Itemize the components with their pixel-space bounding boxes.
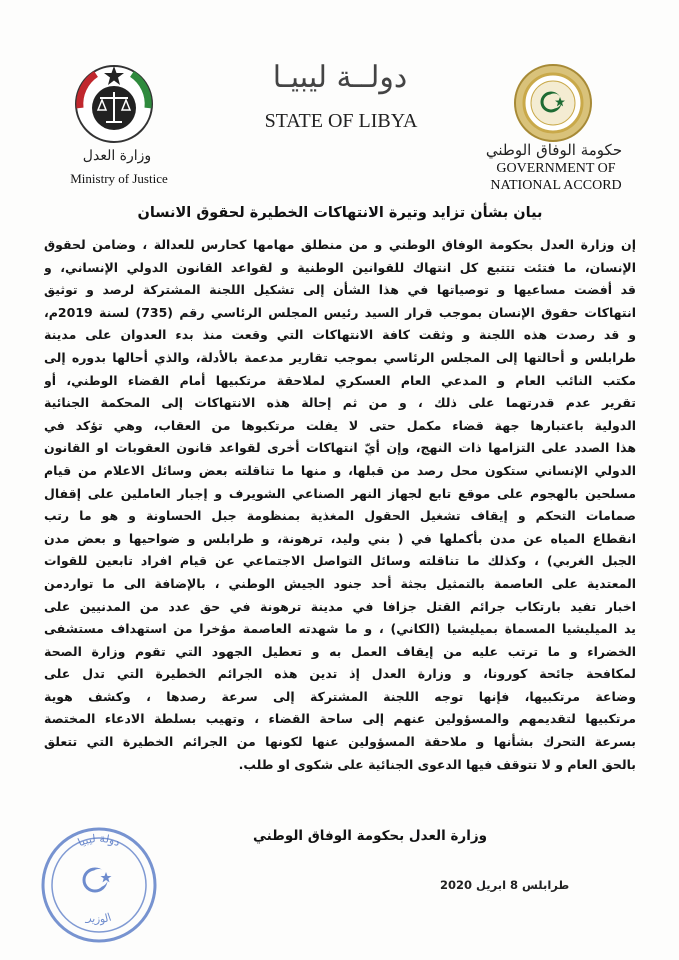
- body-line: طرابلس و أحالتها إلى المجلس الرئاسي بموجب تقارير مدعمة بالأدلة، والذي أحالها بدوره إلى: [44, 349, 636, 365]
- body-line: الدولي الإنساني ستكون محل رصد من قبلها، و منها ما تناقلته بعض وسائل الاعلام من قيام: [44, 462, 636, 478]
- svg-text:الوزير: [84, 910, 113, 925]
- government-name-english: [476, 160, 636, 194]
- body-line: بالحق العام و لا تتوقف فيها الدعوى الجنائية على شكوى او طلب.: [238, 756, 636, 772]
- ministry-name-english: Ministry of Justice: [70, 171, 168, 186]
- body-line: بسرعة التحرك بشأنها و ملاحقة المسؤولين عنها لكونها من الجرائم الخطيرة التي تتعلق: [44, 734, 636, 750]
- body-line: صمامات التحكم و إيقاف تشغيل الحقول المغذية بمنظومة جبل الحساونة و هو ما رتب: [44, 508, 636, 524]
- body-line: الخضراء و ما ترتب عليه من إيقاف العمل به و تعطيل الجهود التي تقوم وزارة الصحة: [44, 643, 636, 659]
- body-line: الدولية باعتبارها جهة قضاء مكمل حتى لا يفلت مرتكبوها من العقاب، وهي تؤكد في: [44, 417, 636, 433]
- body-line: انتهاكات حقوق الإنسان بموجب قرار السيد رئيس المجلس الرئاسي رقم (735) لسنة 2019م،: [44, 304, 636, 320]
- state-name-arabic: دولــة ليبيـا: [272, 60, 408, 95]
- body-line: الإنسان، ما فتئت تتتبع كل انتهاك للقوانين الوطنية و لقواعد القانون الدولي الإنساني، و: [44, 259, 636, 275]
- body-line: المعتدية على العاصمة بالتمثيل بجثة أحد جنود الجيش الوطني ، بالإضافة الى ما تواردمن: [44, 575, 636, 591]
- body-line: وضاعة مرتكبيها، فإنها توجه اللجنة المشتركة إلى سرعة رصدها ، وكشف هوية: [44, 688, 636, 704]
- body-line: تقرير عدم قدرتهما على ذلك ، و من ثم إحالة هذه الانتهاكات إلى المحكمة الجنائية: [44, 395, 636, 411]
- body-line: اخبار تفيد بارتكاب جرائم القتل جزافا في مدينة ترهونة في حق عدد من المدنيين على: [44, 598, 636, 614]
- statement-body: [44, 234, 636, 776]
- body-line: انقطاع المياه عن مدن بأكملها في ( بني وليد، ترهونة، و طرابلس و ضواحيها و بعض مدن: [44, 530, 636, 546]
- stamp-text-bottom: الوزير: [85, 910, 114, 926]
- government-name-english-line1: GOVERNMENT OF: [496, 161, 616, 176]
- body-line: هذا الصدد على التزامها ذات النهج، وإن أيّ انتهاكات أخرى لقواعد قانون العقوبات او القانون: [44, 440, 636, 456]
- ministry-name-arabic: وزارة العدل: [82, 148, 152, 164]
- government-name-arabic: حكومة الوفاق الوطني: [485, 141, 623, 159]
- signature-line: وزارة العدل بحكومة الوفاق الوطني: [252, 828, 487, 844]
- date-line: طرابلس 8 ابريل 2020: [440, 878, 570, 892]
- body-line: مرتكبيها لتقديمهم والمسؤولين عنهم إلى ساحة القضاء ، وتهيب بسلطة الادعاء المختصة: [44, 711, 636, 727]
- body-line: مكتب النائب العام و المدعي العام العسكري لملاحقة مرتكبيها أمام القضاء الوطني، أو: [44, 372, 636, 388]
- ministry-of-justice-emblem-icon: [70, 58, 158, 146]
- statement-title: بيان بشأن تزايد وتيرة الانتهاكات الخطيرة لحقوق الانسان: [137, 205, 543, 221]
- body-line: الجبل الغربي) ، وكذلك ما تناقلته وسائل التواصل الاجتماعي عن قيام افراد تابعين للقوات: [44, 553, 636, 569]
- state-name-english: STATE OF LIBYA: [264, 110, 418, 132]
- stamp-text-top: دولة ليبيا: [75, 831, 123, 850]
- government-name-english-line2: NATIONAL ACCORD: [490, 178, 622, 193]
- body-line: يد الميليشيا المسماة بميليشيا (الكاني) ، و ما شهدته العاصمة مؤخرا من استهداف مستشفى: [44, 621, 636, 637]
- body-line: إن وزارة العدل بحكومة الوفاق الوطني و من منطلق مهامها كحارس للعدالة ، وضامن لحقوق: [44, 237, 636, 252]
- body-line: مسلحين بالهجوم على موقع تابع لجهاز النهر الصناعي الشويرف و إجبار العاملين على إقفال: [44, 485, 636, 501]
- government-of-national-accord-emblem-icon: [512, 62, 594, 144]
- body-line: لمكافحة جائحة كورونا، و وزارة العدل إذ تدين هذه الجرائم الخطيرة التي تدل على: [44, 666, 636, 682]
- body-line: و قد رصدت هذه اللجنة و وثقت كافة الانتهاكات التي وقعت منذ بدء العدوان على مدينة: [44, 327, 636, 343]
- official-stamp-icon: [34, 820, 164, 950]
- body-line: قد أفضت مساعيها و توصياتها في هذا الشأن إلى تشكيل اللجنة المشتركة لرصد و توثيق: [44, 282, 636, 298]
